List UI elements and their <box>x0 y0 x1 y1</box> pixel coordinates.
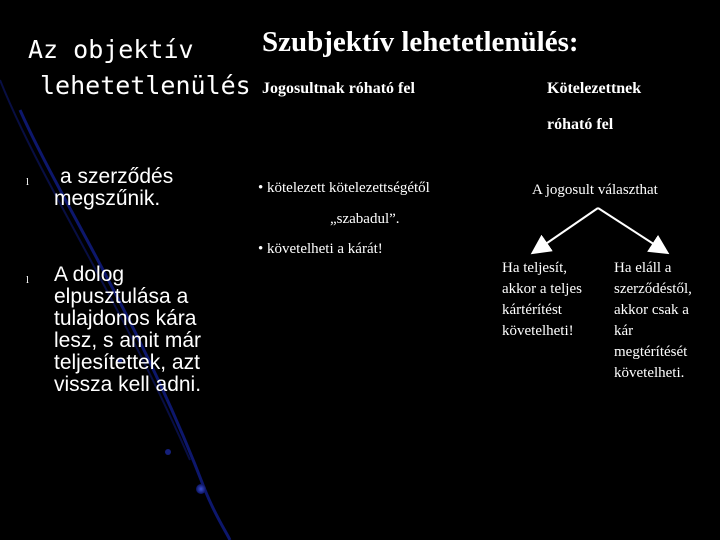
bullet-line: teljesítettek, azt <box>54 351 200 374</box>
bullet-marker: l <box>26 176 30 188</box>
option-perform <box>502 258 582 342</box>
subjective-impossibility-title: Szubjektív lehetetlenülés: <box>262 26 579 58</box>
obligor-fault-heading-line-1: Kötelezettnek <box>547 80 642 97</box>
obligor-released-line-2: „szabadul”. <box>330 211 400 227</box>
bullet-line: elpusztulása a <box>54 285 189 308</box>
option-line: akkor a teljes <box>502 281 582 297</box>
option-withdraw <box>614 258 692 384</box>
bullet-marker: l <box>26 274 30 286</box>
claim-damages-bullet: • követelheti a kárát! <box>258 241 383 257</box>
obligee-may-choose: A jogosult választhat <box>532 182 658 198</box>
bullet-line: A dolog <box>54 263 125 286</box>
bullet-line: a szerződés <box>60 165 174 188</box>
option-line: szerződéstől, <box>614 281 692 297</box>
option-line: akkor csak a <box>614 302 689 318</box>
option-line: követelheti. <box>614 365 685 381</box>
option-line: megtérítését <box>614 344 688 360</box>
option-line: kár <box>614 323 634 339</box>
title-line-2: lehetetlenülés <box>40 71 251 100</box>
bullet-line: megszűnik. <box>54 187 161 210</box>
bullet-line: vissza kell adni. <box>54 373 202 396</box>
obligee-fault-heading: Jogosultnak róható fel <box>262 80 415 97</box>
obligor-fault-heading-line-2: róható fel <box>547 116 614 133</box>
arrow-left <box>534 208 598 252</box>
title-line-1: Az objektív <box>28 35 194 64</box>
arrow-right <box>598 208 666 252</box>
bullet-line: tulajdonos kára <box>54 307 197 330</box>
option-line: követelheti! <box>502 323 574 339</box>
option-line: Ha eláll a <box>614 260 672 276</box>
option-line: Ha teljesít, <box>502 260 567 276</box>
bullet-line: lesz, s amit már <box>54 329 202 352</box>
obligor-released-line-1: • kötelezett kötelezettségétől <box>258 180 430 196</box>
option-line: kártérítést <box>502 302 562 318</box>
